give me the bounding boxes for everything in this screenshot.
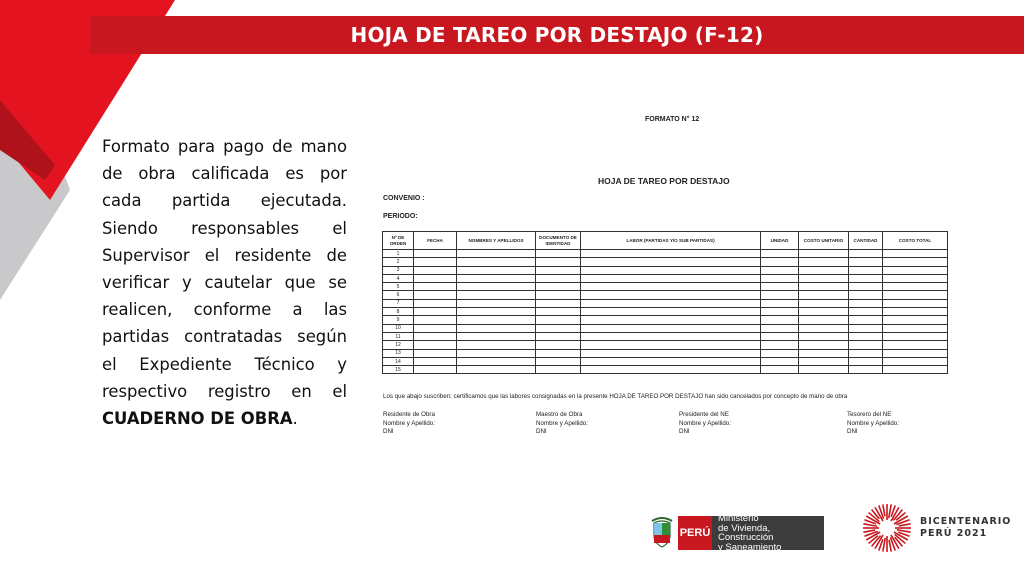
table-cell	[536, 308, 581, 316]
table-cell	[799, 274, 849, 282]
table-cell	[457, 332, 536, 340]
table-cell	[849, 266, 883, 274]
table-cell	[883, 266, 948, 274]
signature-block	[536, 411, 588, 437]
table-cell	[414, 299, 457, 307]
page-title: HOJA DE TAREO POR DESTAJO (F-12)	[90, 16, 1024, 54]
table-cell	[457, 283, 536, 291]
table-cell	[883, 341, 948, 349]
table-cell	[799, 299, 849, 307]
description-bold-text: CUADERNO DE OBRA	[102, 409, 293, 429]
form-title: HOJA DE TAREO POR DESTAJO	[598, 176, 730, 186]
table-cell	[849, 316, 883, 324]
table-cell	[536, 341, 581, 349]
row-number-cell: 10	[383, 324, 414, 332]
table-cell	[581, 266, 761, 274]
table-cell	[457, 308, 536, 316]
table-cell	[883, 308, 948, 316]
table-cell	[581, 332, 761, 340]
bicentenario-logo	[860, 501, 1011, 555]
table-cell	[761, 357, 799, 365]
row-number-cell: 12	[383, 341, 414, 349]
table-cell	[849, 258, 883, 266]
table-cell	[414, 316, 457, 324]
row-number-cell: 7	[383, 299, 414, 307]
format-number-label: FORMATO N° 12	[645, 116, 700, 123]
table-cell	[799, 250, 849, 258]
description-end: .	[292, 409, 298, 429]
table-cell	[581, 341, 761, 349]
table-cell	[457, 299, 536, 307]
table-cell	[849, 308, 883, 316]
sunburst-ray	[863, 530, 875, 532]
table-cell	[414, 291, 457, 299]
table-cell	[849, 349, 883, 357]
table-cell	[536, 299, 581, 307]
ministry-line: y Saneamiento	[718, 541, 782, 553]
row-number-cell: 9	[383, 316, 414, 324]
table-row	[383, 349, 948, 357]
row-number-cell: 13	[383, 349, 414, 357]
table-row	[383, 316, 948, 324]
table-cell	[799, 308, 849, 316]
table-cell	[536, 266, 581, 274]
table-cell	[849, 250, 883, 258]
table-cell	[414, 283, 457, 291]
table-row	[383, 332, 948, 340]
sunburst-ray	[883, 504, 885, 516]
bicentenario-text	[920, 516, 1011, 540]
table-row	[383, 266, 948, 274]
table-cell	[849, 357, 883, 365]
table-cell	[799, 266, 849, 274]
table-header-cell: LABOR (PARTIDAS Y/O SUB PARTIDAS)	[581, 232, 761, 250]
table-cell	[849, 324, 883, 332]
table-row	[383, 341, 948, 349]
certification-note: Los que abajo suscriben; certificamos que las labores consignadas en la presente HOJA DE TAREO POR DESTAJO han sido cancelados por concepto de mano de obra	[383, 393, 848, 400]
table-row	[383, 324, 948, 332]
table-cell	[849, 283, 883, 291]
table-cell	[761, 341, 799, 349]
row-number-cell: 5	[383, 283, 414, 291]
table-cell	[457, 266, 536, 274]
table-cell	[883, 283, 948, 291]
table-cell	[761, 366, 799, 374]
table-cell	[536, 258, 581, 266]
table-cell	[761, 283, 799, 291]
table-cell	[581, 283, 761, 291]
table-header-cell: COSTO UNITARIO	[799, 232, 849, 250]
signature-role: Tesorero del NE	[847, 411, 892, 418]
table-cell	[883, 299, 948, 307]
table-cell	[581, 349, 761, 357]
table-row	[383, 283, 948, 291]
table-cell	[761, 349, 799, 357]
signature-name: Nombre y Apellido:	[536, 419, 588, 427]
signature-block	[679, 411, 731, 437]
table-cell	[761, 316, 799, 324]
ministry-line: de Vivienda, Construcción	[718, 522, 774, 543]
convenio-label: CONVENIO :	[383, 195, 425, 202]
table-cell	[761, 291, 799, 299]
row-number-cell: 8	[383, 308, 414, 316]
row-number-cell: 3	[383, 266, 414, 274]
table-cell	[761, 308, 799, 316]
table-row	[383, 366, 948, 374]
description-text: Formato para pago de mano de obra calificada es por cada partida ejecutada. Siendo responsables el Supervisor el residente de verificar y cautelar que se realicen, conforme a las partidas contratadas según el Expediente Técnico y respectivo registro en el	[102, 137, 347, 401]
table-cell	[414, 349, 457, 357]
table-row	[383, 299, 948, 307]
table-cell	[414, 250, 457, 258]
table-row	[383, 258, 948, 266]
table-row	[383, 250, 948, 258]
bicentenario-sunburst-icon	[860, 501, 914, 555]
signature-name: Nombre y Apellido:	[679, 419, 731, 427]
table-cell	[457, 341, 536, 349]
table-cell	[883, 258, 948, 266]
table-cell	[457, 349, 536, 357]
table-cell	[536, 366, 581, 374]
table-cell	[883, 332, 948, 340]
table-cell	[536, 316, 581, 324]
table-cell	[414, 266, 457, 274]
table-cell	[536, 250, 581, 258]
table-cell	[457, 316, 536, 324]
row-number-cell: 15	[383, 366, 414, 374]
table-row	[383, 357, 948, 365]
table-cell	[581, 258, 761, 266]
table-cell	[581, 366, 761, 374]
row-number-cell: 2	[383, 258, 414, 266]
sunburst-ray	[889, 540, 891, 552]
table-cell	[581, 308, 761, 316]
table-row	[383, 308, 948, 316]
table-cell	[457, 291, 536, 299]
signature-role: Residente de Obra	[383, 411, 435, 418]
table-cell	[536, 357, 581, 365]
table-cell	[536, 324, 581, 332]
table-cell	[849, 366, 883, 374]
table-cell	[883, 291, 948, 299]
tareo-table	[382, 231, 948, 374]
table-header-cell: FECHA	[414, 232, 457, 250]
table-cell	[799, 283, 849, 291]
signature-name: Nombre y Apellido:	[847, 419, 899, 427]
table-cell	[883, 250, 948, 258]
peru-label: PERÚ	[678, 516, 712, 550]
table-header-cell: NOMBRES Y APELLIDOS	[457, 232, 536, 250]
table-cell	[761, 299, 799, 307]
table-cell	[457, 258, 536, 266]
table-cell	[414, 357, 457, 365]
table-cell	[883, 274, 948, 282]
table-cell	[761, 266, 799, 274]
table-cell	[414, 258, 457, 266]
table-cell	[799, 357, 849, 365]
table-cell	[536, 274, 581, 282]
table-cell	[581, 274, 761, 282]
table-cell	[883, 357, 948, 365]
form-f12-image	[380, 110, 948, 440]
table-cell	[581, 324, 761, 332]
description-paragraph	[102, 133, 347, 432]
table-cell	[457, 366, 536, 374]
ministry-logo	[650, 515, 824, 551]
table-cell	[457, 357, 536, 365]
signature-dni: DNI	[383, 428, 394, 435]
table-cell	[536, 332, 581, 340]
row-number-cell: 1	[383, 250, 414, 258]
signature-block	[383, 411, 435, 437]
table-cell	[414, 324, 457, 332]
table-cell	[457, 250, 536, 258]
row-number-cell: 11	[383, 332, 414, 340]
signature-role: Maestro de Obra	[536, 411, 583, 418]
table-cell	[799, 258, 849, 266]
table-cell	[849, 274, 883, 282]
table-header-cell: UNIDAD	[761, 232, 799, 250]
table-cell	[536, 349, 581, 357]
table-cell	[581, 316, 761, 324]
row-number-cell: 4	[383, 274, 414, 282]
table-cell	[536, 291, 581, 299]
table-cell	[581, 291, 761, 299]
table-cell	[799, 316, 849, 324]
table-cell	[536, 283, 581, 291]
table-cell	[414, 366, 457, 374]
table-cell	[849, 291, 883, 299]
table-header-cell: Nº DE ORDEN	[383, 232, 414, 250]
bicentenario-line: PERÚ 2021	[920, 528, 988, 539]
table-cell	[761, 332, 799, 340]
table-cell	[883, 316, 948, 324]
sunburst-ray	[899, 524, 911, 526]
table-cell	[414, 308, 457, 316]
table-cell	[457, 324, 536, 332]
row-number-cell: 6	[383, 291, 414, 299]
table-cell	[414, 332, 457, 340]
bicentenario-line: BICENTENARIO	[920, 516, 1012, 527]
table-cell	[761, 324, 799, 332]
table-cell	[761, 250, 799, 258]
table-cell	[799, 341, 849, 349]
table-cell	[457, 274, 536, 282]
signature-dni: DNI	[679, 428, 690, 435]
table-header-cell: COSTO TOTAL	[883, 232, 948, 250]
table-cell	[414, 274, 457, 282]
table-cell	[761, 258, 799, 266]
signature-dni: DNI	[536, 428, 547, 435]
coat-of-arms-icon	[650, 517, 674, 549]
table-cell	[799, 291, 849, 299]
table-cell	[799, 349, 849, 357]
signature-dni: DNI	[847, 428, 858, 435]
table-cell	[581, 250, 761, 258]
table-row	[383, 291, 948, 299]
signature-block	[847, 411, 899, 437]
table-cell	[761, 274, 799, 282]
table-cell	[849, 299, 883, 307]
table-cell	[849, 341, 883, 349]
periodo-label: PERIODO:	[383, 213, 418, 220]
table-cell	[883, 366, 948, 374]
signature-role: Presidente del NE	[679, 411, 729, 418]
table-header-cell: CANTIDAD	[849, 232, 883, 250]
table-cell	[799, 332, 849, 340]
table-cell	[883, 324, 948, 332]
table-cell	[581, 357, 761, 365]
table-cell	[799, 366, 849, 374]
table-cell	[581, 299, 761, 307]
table-row	[383, 274, 948, 282]
table-header-cell: DOCUMENTO DE IDENTIDAD	[536, 232, 581, 250]
row-number-cell: 14	[383, 357, 414, 365]
table-cell	[799, 324, 849, 332]
table-cell	[849, 332, 883, 340]
table-cell	[883, 349, 948, 357]
signature-name: Nombre y Apellido:	[383, 419, 435, 427]
ministry-line: Ministerio	[718, 513, 759, 524]
ministry-name	[712, 513, 824, 553]
table-cell	[414, 341, 457, 349]
